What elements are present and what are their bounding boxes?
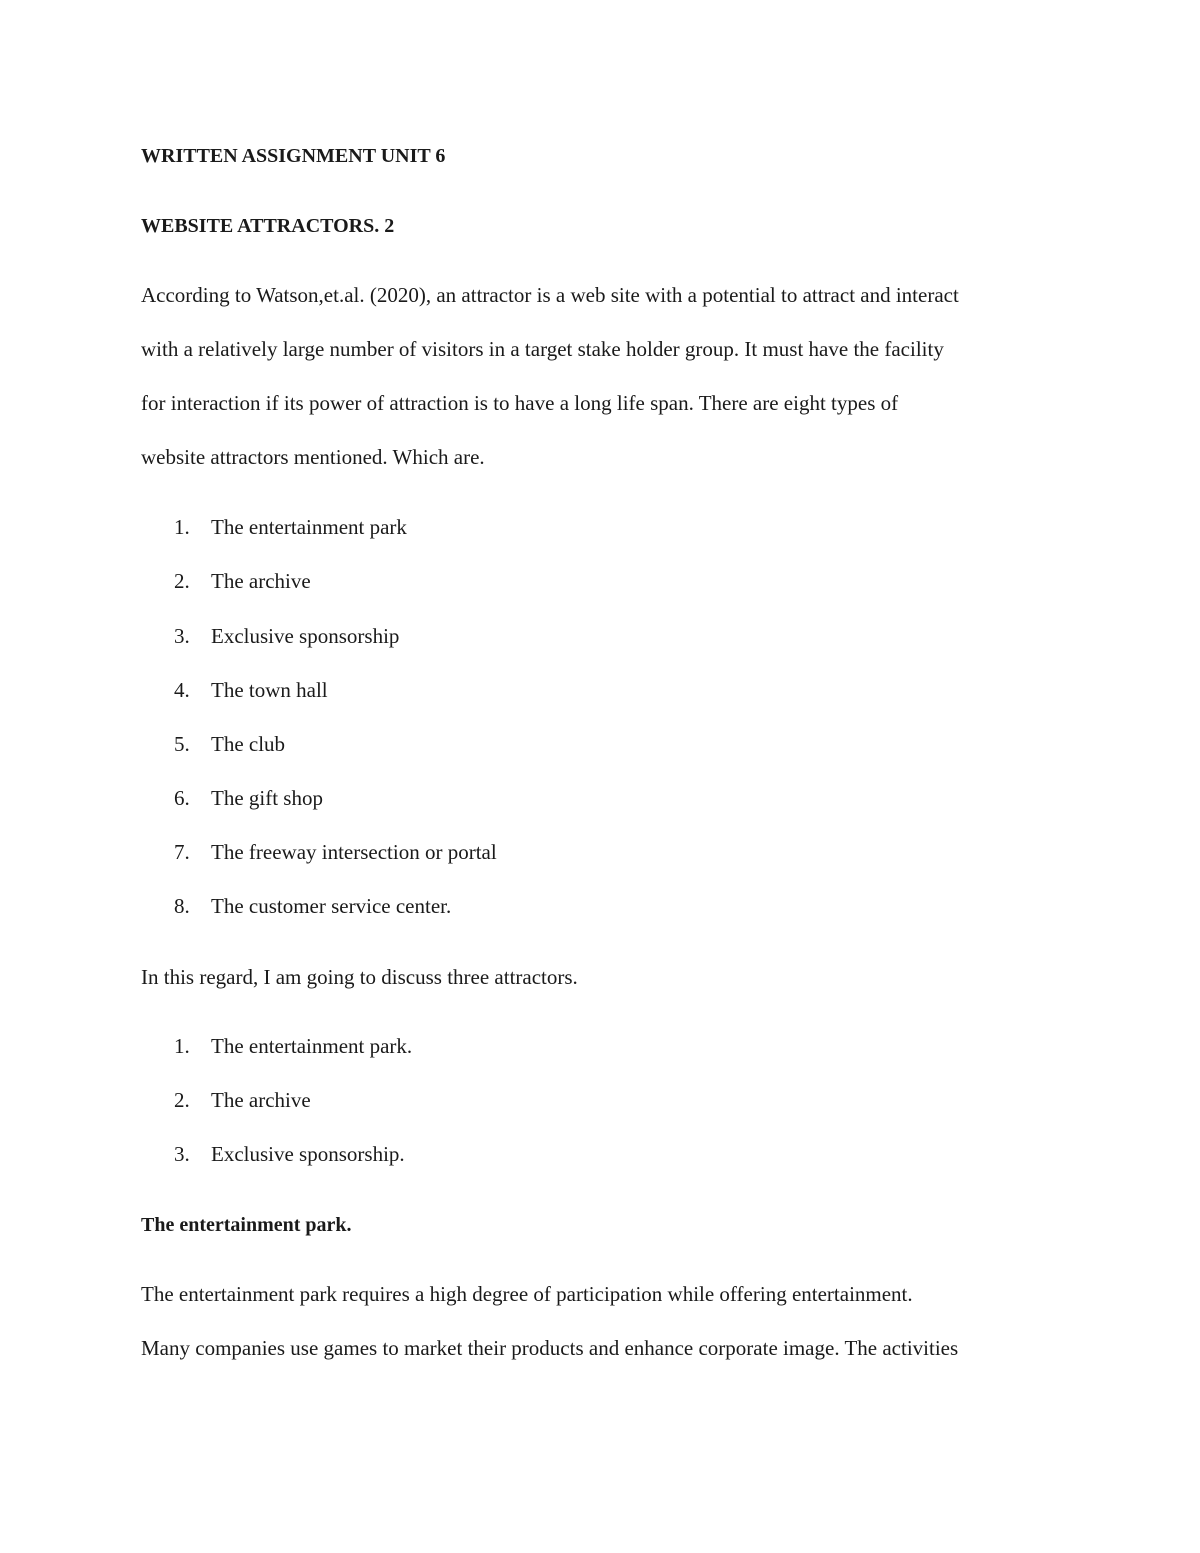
list-item [174,730,285,758]
document-title: WRITTEN ASSIGNMENT UNIT 6 [141,145,446,167]
list-text: The gift shop [211,786,323,810]
list-text: Exclusive sponsorship [211,624,400,648]
intro-line-2: with a relatively large number of visitors in a target stake holder group. It must have the facility [141,337,944,361]
list-number: 4. [174,678,190,702]
list-text: Exclusive sponsorship. [211,1142,405,1166]
discuss-intro: In this regard, I am going to discuss three attractors. [141,965,578,989]
list-number: 8. [174,894,190,918]
list-text: The entertainment park [211,515,407,539]
list-text: The archive [211,569,311,593]
list-number: 2. [174,1088,190,1112]
list-item [174,1140,405,1168]
list-text: The entertainment park. [211,1034,413,1058]
body-line-1: The entertainment park requires a high degree of participation while offering entertainment. [141,1282,913,1306]
list-item [174,892,451,920]
list-number: 1. [174,515,190,539]
list-item [174,567,311,595]
list-number: 6. [174,786,190,810]
list-item [174,838,497,866]
list-number: 3. [174,624,190,648]
list-item [174,676,328,704]
list-item [174,784,323,812]
subheading: The entertainment park. [141,1214,352,1236]
intro-line-3: for interaction if its power of attraction is to have a long life span. There are eight types of [141,391,899,415]
list-item [174,1032,412,1060]
body-line-2: Many companies use games to market their products and enhance corporate image. The activities [141,1336,959,1360]
list-text: The customer service center. [211,894,452,918]
list-text: The club [211,732,286,756]
list-item [174,622,399,650]
list-text: The freeway intersection or portal [211,840,497,864]
list-number: 5. [174,732,190,756]
list-number: 2. [174,569,190,593]
list-text: The archive [211,1088,311,1112]
list-number: 3. [174,1142,190,1166]
intro-line-4: website attractors mentioned. Which are. [141,445,485,469]
section-title: WEBSITE ATTRACTORS. 2 [141,215,395,237]
intro-line-1: According to Watson,et.al. (2020), an attractor is a web site with a potential to attract and interact [141,283,959,307]
list-item [174,1086,311,1114]
list-number: 7. [174,840,190,864]
list-number: 1. [174,1034,190,1058]
list-text: The town hall [211,678,328,702]
list-item [174,513,407,541]
